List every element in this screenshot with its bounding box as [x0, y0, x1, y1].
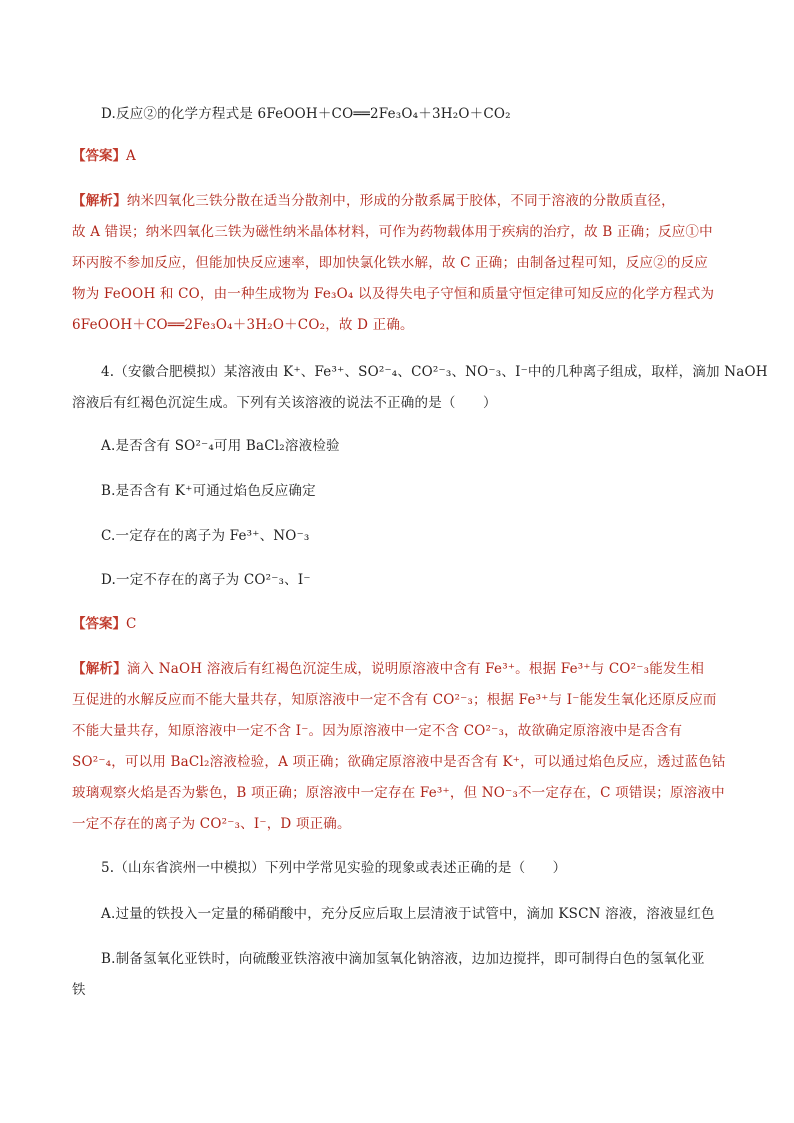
- option-line: B.制备氢氧化亚铁时，向硫酸亚铁溶液中滴加氢氧化钠溶液，边加边搅拌，即可制得白色的氢氧化亚: [101, 951, 705, 967]
- q5-option-a: A.过量的铁投入一定量的稀硝酸中，充分反应后取上层清液于试管中，滴加 KSCN 溶液，溶液显红色: [101, 906, 715, 922]
- q3-analysis: [72, 186, 724, 341]
- q4-analysis: [72, 654, 724, 840]
- q4-answer: [72, 614, 136, 634]
- analysis-tag: 【解析】: [72, 193, 127, 209]
- analysis-tag: 【解析】: [72, 661, 127, 677]
- analysis-line: 物为 FeOOH 和 CO，由一种生成物为 Fe₃O₄ 以及得失电子守恒和质量守恒定律可知反应的化学方程式为: [72, 286, 715, 302]
- analysis-line: 一定不存在的离子为 CO²⁻₃、I⁻，D 项正确。: [72, 816, 351, 832]
- answer-tag: 【答案】: [72, 616, 126, 632]
- q3-answer: [72, 146, 136, 166]
- q4-option-b: B.是否含有 K⁺可通过焰色反应确定: [101, 483, 316, 499]
- analysis-line: 【解析】滴入 NaOH 溶液后有红褐色沉淀生成，说明原溶液中含有 Fe³⁺。根据 Fe³⁺与 CO²⁻₃能发生相: [72, 661, 705, 677]
- analysis-line: 【解析】纳米四氧化三铁分散在适当分散剂中，形成的分散系属于胶体，不同于溶液的分散质直径，: [72, 193, 675, 209]
- stem-line: 溶液后有红褐色沉淀生成。下列有关该溶液的说法不正确的是（ ）: [72, 395, 497, 411]
- answer-value: A: [126, 148, 136, 164]
- answer-value: C: [126, 616, 137, 632]
- q4-option-a: A.是否含有 SO²⁻₄可用 BaCl₂溶液检验: [101, 438, 340, 454]
- analysis-line: 环丙胺不参加反应，但能加快反应速率，即加快氯化铁水解，故 C 正确；由制备过程可知，反应②的反应: [72, 255, 709, 271]
- q4-option-d: D.一定不存在的离子为 CO²⁻₃、I⁻: [101, 572, 311, 588]
- q3-option-d: D.反应②的化学方程式是 6FeOOH＋CO══2Fe₃O₄＋3H₂O＋CO₂: [101, 106, 511, 122]
- analysis-line: 玻璃观察火焰是否为紫色，B 项正确；原溶液中一定存在 Fe³⁺，但 NO⁻₃不一定存在，C 项错误；原溶液中: [72, 785, 725, 801]
- analysis-line: 不能大量共存，知原溶液中一定不含 I⁻。因为原溶液中一定不含 CO²⁻₃，故欲确定原溶液中是否含有: [72, 723, 683, 739]
- analysis-line: 故 A 错误；纳米四氧化三铁为磁性纳米晶体材料，可作为药物载体用于疾病的治疗，故 B 正确；反应①中: [72, 224, 713, 240]
- q5-option-b: [72, 944, 726, 1006]
- analysis-line: SO²⁻₄，可以用 BaCl₂溶液检验，A 项正确；欲确定原溶液中是否含有 K⁺，可以通过焰色反应，透过蓝色钴: [72, 754, 726, 770]
- q4-stem: [72, 357, 768, 419]
- q4-option-c: C.一定存在的离子为 Fe³⁺、NO⁻₃: [101, 528, 310, 544]
- stem-line: 4.（安徽合肥模拟）某溶液由 K⁺、Fe³⁺、SO²⁻₄、CO²⁻₃、NO⁻₃、I⁻中的几种离子组成，取样，滴加 NaOH: [101, 364, 768, 380]
- option-line: 铁: [72, 982, 86, 998]
- q5-stem: 5.（山东省滨州一中模拟）下列中学常见实验的现象或表述正确的是（ ）: [101, 860, 567, 876]
- analysis-line: 6FeOOH＋CO══2Fe₃O₄＋3H₂O＋CO₂，故 D 正确。: [72, 317, 414, 333]
- analysis-line: 互促进的水解反应而不能大量共存，知原溶液中一定不含有 CO²⁻₃；根据 Fe³⁺与 I⁻能发生氧化还原反应而: [72, 692, 717, 708]
- answer-tag: 【答案】: [72, 148, 126, 164]
